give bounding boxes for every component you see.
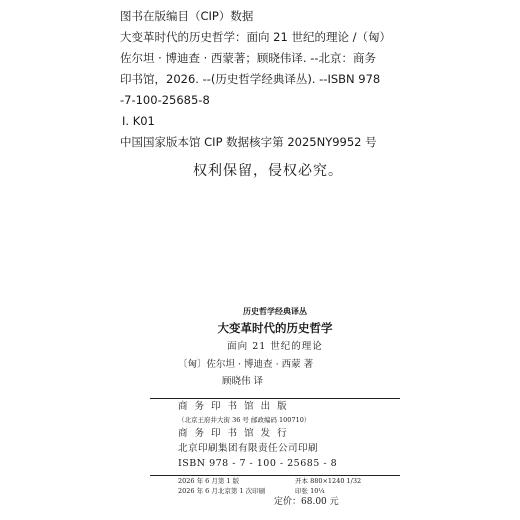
cip-line-6: 中国国家版本馆 CIP 数据核字第 2025NY9952 号 — [120, 135, 377, 149]
cip-line-2: 佐尔坦 · 博迪查 · 西蒙著；顾晓伟译. --北京：商务 — [120, 51, 377, 65]
book-subtitle: 面向 21 世纪的理论 — [227, 341, 323, 352]
colophon — [150, 303, 400, 508]
format-text: 开本 880×1240 1/32 — [295, 477, 362, 485]
isbn-line: ISBN 978 - 7 - 100 - 25685 - 8 — [178, 458, 338, 469]
series-name: 历史哲学经典译丛 — [243, 306, 307, 316]
cip-block — [120, 6, 500, 153]
cip-line-4: -7-100-25685-8 — [120, 93, 210, 107]
printing-text: 2026 年 6 月北京第 1 次印刷 — [178, 487, 266, 495]
printing-row — [150, 486, 400, 496]
translator-line: 顾晓伟 译 — [222, 376, 264, 387]
cip-line-1: 大变革时代的历史哲学：面向 21 世纪的理论 /（匈） — [120, 30, 391, 44]
author-line: 〔匈〕佐尔坦 · 博迪查 · 西蒙 著 — [178, 359, 314, 370]
edition-row — [150, 476, 400, 486]
cip-line-3: 印书馆，2026. --(历史哲学经典译丛). --ISBN 978 — [120, 72, 381, 86]
printer-line: 北京印刷集团有限责任公司印刷 — [178, 443, 319, 454]
price-text: 定价：68.00 元 — [274, 497, 339, 507]
sheets-text: 印张 10¼ — [295, 487, 325, 495]
cip-heading: 图书在版编目（CIP）数据 — [120, 9, 254, 23]
edition-text: 2026 年 6 月第 1 版 — [178, 477, 240, 485]
cip-line-5: Ⅰ. K01 — [122, 114, 155, 128]
rights-statement: 权利保留，侵权必究。 — [193, 163, 343, 179]
publisher-line: 商 务 印 书 馆 出 版 — [178, 401, 289, 412]
book-title: 大变革时代的历史哲学 — [217, 321, 333, 335]
publisher-address: （北京王府井大街 36 号 邮政编码 100710） — [178, 416, 311, 424]
distributor-line: 商 务 印 书 馆 发 行 — [178, 428, 289, 439]
